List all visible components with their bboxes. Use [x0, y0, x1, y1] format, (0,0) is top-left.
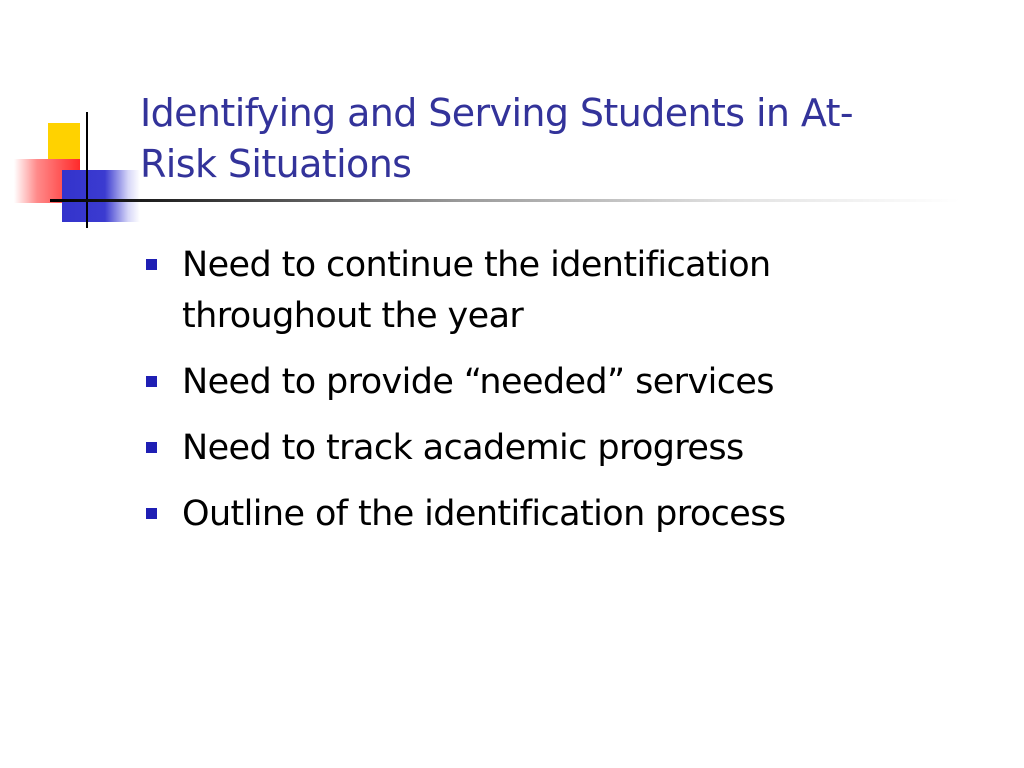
bullet-text: Need to continue the identification throughout the year: [182, 245, 771, 336]
bullet-text: Need to track academic progress: [182, 428, 744, 468]
square-bullet-icon: [146, 442, 157, 453]
square-bullet-icon: [146, 259, 157, 270]
bullet-text: Need to provide “needed” services: [182, 362, 774, 402]
slide-title-line-1: Identifying and Serving Students in At-: [140, 91, 854, 135]
bullet-item: [146, 423, 966, 474]
corner-decoration: [0, 0, 160, 240]
square-bullet-icon: [146, 376, 157, 387]
slide-title-line-2: Risk Situations: [140, 142, 412, 186]
square-bullet-icon: [146, 508, 157, 519]
title-underline-rule: [50, 199, 960, 202]
bullet-item: [146, 489, 966, 540]
bullet-item: [146, 240, 966, 342]
bullet-text: Outline of the identification process: [182, 494, 786, 534]
blue-square-decoration: [62, 170, 140, 222]
vertical-rule: [86, 112, 88, 228]
slide-title: [140, 88, 960, 190]
bullet-list: [146, 240, 966, 555]
bullet-item: [146, 357, 966, 408]
